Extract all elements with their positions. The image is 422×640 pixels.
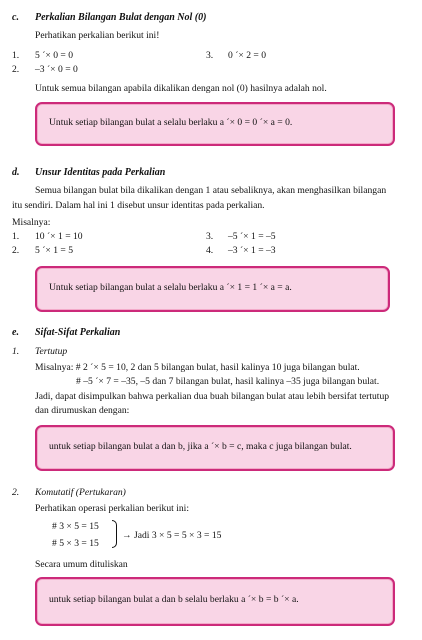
conclusion-line: dan dirumuskan dengan:: [35, 405, 130, 416]
list-item-number: 1.: [12, 231, 20, 242]
example-line: # –5 ´× 7 = –35, –5 dan 7 bilangan bulat, hasil kalinya –35 juga bilangan bulat.: [76, 376, 380, 387]
subsection-title-tertutup: Tertutup: [35, 346, 68, 357]
subsection-number: 1.: [12, 346, 20, 357]
section-e-title: Sifat-Sifat Perkalian: [35, 327, 121, 338]
list-item-expression: 10 ´× 1 = 10: [35, 231, 83, 242]
list-item-number: 3.: [206, 231, 214, 242]
section-d-letter: d.: [12, 167, 20, 178]
rule-box-text: Untuk setiap bilangan bulat a selalu berlaku a ´× 0 = 0 ´× a = 0.: [49, 117, 293, 128]
example-line: # 5 × 3 = 15: [52, 538, 99, 549]
list-item-number: 2.: [12, 64, 20, 75]
conclusion-line: Jadi, dapat disimpulkan bahwa perkalian dua buah bilangan bulat atau lebih bersifat tertutup: [35, 391, 390, 402]
list-item-number: 3.: [206, 50, 214, 61]
list-item-expression: 5 ´× 1 = 5: [35, 245, 74, 256]
list-item-number: 4.: [206, 245, 214, 256]
subsection-number: 2.: [12, 487, 20, 498]
list-item-expression: 5 ´× 0 = 0: [35, 50, 74, 61]
rule-box-zero: [35, 102, 395, 146]
example-line: # 3 × 5 = 15: [52, 521, 99, 532]
list-item-number: 1.: [12, 50, 20, 61]
rule-box-text: untuk setiap bilangan bulat a dan b selalu berlaku a ´× b = b ´× a.: [49, 594, 299, 605]
section-c-title: Perkalian Bilangan Bulat dengan Nol (0): [35, 12, 207, 23]
list-item-expression: 0 ´× 2 = 0: [228, 50, 267, 61]
list-item-number: 2.: [12, 245, 20, 256]
section-e-letter: e.: [12, 327, 19, 338]
misalnya-label: Misalnya:: [12, 217, 51, 228]
section-d-title: Unsur Identitas pada Perkalian: [35, 167, 166, 178]
rule-box-closure: [35, 425, 395, 471]
subsection-intro: Perhatikan operasi perkalian berikut ini:: [35, 503, 189, 514]
list-item-expression: –3 ´× 0 = 0: [35, 64, 78, 75]
list-item-expression: –5 ´× 1 = –5: [228, 231, 276, 242]
rule-box-identity: [35, 266, 390, 312]
section-d-paragraph: Semua bilangan bulat bila dikalikan dengan 1 atau sebaliknya, akan menghasilkan bilangan: [35, 185, 387, 196]
brace: [112, 520, 117, 548]
list-item-expression: –3 ´× 1 = –3: [228, 245, 276, 256]
section-c-intro: Perhatikan perkalian berikut ini!: [35, 30, 160, 41]
rule-box-text: Untuk setiap bilangan bulat a selalu berlaku a ´× 1 = 1 ´× a = a.: [49, 282, 292, 293]
rule-box-text: untuk setiap bilangan bulat a dan b, jika a ´× b = c, maka c juga bilangan bulat.: [49, 441, 352, 452]
general-label: Secara umum dituliskan: [35, 559, 128, 570]
section-c-letter: c.: [12, 12, 19, 23]
section-d-paragraph: itu sendiri. Dalam hal ini 1 disebut unsur identitas pada perkalian.: [12, 200, 265, 211]
subsection-title-komutatif: Komutatif (Pertukaran): [35, 487, 126, 498]
section-c-conclusion: Untuk semua bilangan apabila dikalikan dengan nol (0) hasilnya adalah nol.: [35, 83, 327, 94]
result-line: → Jadi 3 × 5 = 5 × 3 = 15: [122, 530, 222, 541]
rule-box-commutative: [35, 577, 395, 626]
example-line: Misalnya: # 2 ´× 5 = 10, 2 dan 5 bilangan bulat, hasil kalinya 10 juga bilangan bulat.: [35, 362, 360, 373]
